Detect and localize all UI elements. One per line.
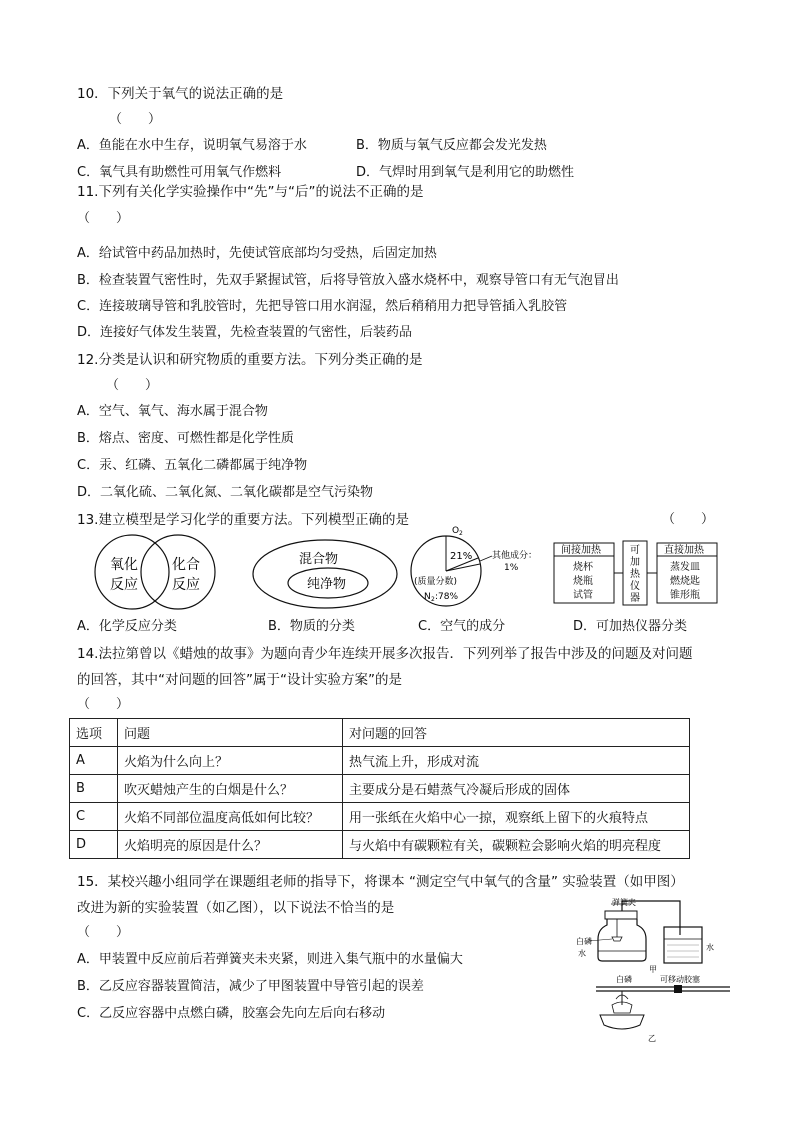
table-cell: 火焰明亮的原因是什么？ — [118, 831, 343, 859]
direct-item: 锥形瓶 — [670, 590, 700, 601]
pie-o2-percent: 21% — [450, 551, 473, 562]
pie-other-percent: 1% — [504, 563, 519, 573]
water-right-label: 水 — [706, 943, 714, 952]
q11-answer-paren: （ ） — [77, 211, 130, 226]
water-left-label: 水 — [578, 949, 586, 958]
q13-option-b: B．物质的分类 — [268, 619, 355, 634]
ellipse-inner-label: 纯净物 — [307, 577, 347, 592]
q11-stem: 11.下列有关化学实验操作中“先”与“后”的说法不正确的是 — [77, 184, 424, 200]
q15-stem-line1: 15．某校兴趣小组同学在课题组老师的指导下，将课本 “测定空气中氧气的含量” 实验装置（如甲图） — [77, 874, 684, 890]
table-cell: D — [70, 831, 118, 859]
venn-left-label-2: 反应 — [110, 577, 138, 593]
table-cell: A — [70, 747, 118, 775]
q12-option-c: C．汞、红磷、五氧化二磷都属于纯净物 — [77, 458, 308, 473]
q13-answer-paren: （ ） — [662, 512, 715, 527]
q10-option-c: C．氧气具有助燃性可用氧气作燃料 — [77, 165, 282, 180]
pie-n2-label: N — [424, 592, 431, 602]
figure-jia-label: 甲 — [649, 965, 657, 974]
table-cell: 主要成分是石蜡蒸气冷凝后形成的固体 — [343, 775, 690, 803]
venn-left-label-1: 氧化 — [110, 557, 138, 573]
movable-stopper-label: 可移动胶塞 — [660, 975, 700, 984]
ellipse-outer-label: 混合物 — [299, 552, 339, 567]
table-cell: 热气流上升，形成对流 — [343, 747, 690, 775]
indirect-item: 试管 — [573, 590, 593, 601]
q12-option-a: A．空气、氧气、海水属于混合物 — [77, 404, 268, 419]
q15-apparatus-figure — [560, 895, 732, 1045]
q15-stem-line2: 改进为新的实验装置（如乙图），以下说法不恰当的是 — [77, 900, 395, 916]
q12-answer-paren: （ ） — [106, 378, 159, 393]
q13-option-a: A．化学反应分类 — [77, 619, 177, 634]
q14-stem-line2: 的回答，其中“对问题的回答”属于“设计实验方案”的是 — [77, 672, 402, 688]
q10-option-d: D．气焊时用到氧气是利用它的助燃性 — [356, 165, 575, 180]
q10-stem: 10．下列关于氧气的说法正确的是 — [77, 86, 284, 102]
q14-answer-paren: （ ） — [77, 697, 130, 712]
q15-answer-paren: （ ） — [77, 925, 130, 940]
table-header-cell: 选项 — [70, 719, 118, 747]
table-row — [70, 747, 690, 775]
direct-item: 燃烧匙 — [670, 576, 700, 587]
center-char: 热 — [630, 569, 640, 580]
q11-option-d: D．连接好气体发生装置，先检查装置的气密性，后装药品 — [77, 325, 413, 340]
q14-stem-line1: 14.法拉第曾以《蜡烛的故事》为题向青少年连续开展多次报告．下列列举了报告中涉及的问题及对问题 — [77, 646, 693, 662]
venn-right-label-2: 反应 — [172, 577, 200, 593]
q15-option-c: C．乙反应容器中点燃白磷，胶塞会先向左后向右移动 — [77, 1006, 386, 1021]
q13-stem: 13.建立模型是学习化学的重要方法。下列模型正确的是 — [77, 512, 409, 528]
table-header-row — [70, 719, 690, 747]
pie-o2-label: O — [452, 526, 460, 536]
q12-option-d: D．二氧化硫、二氧化氮、二氧化碳都是空气污染物 — [77, 485, 374, 500]
table-cell: 与火焰中有碳颗粒有关，碳颗粒会影响火焰的明亮程度 — [343, 831, 690, 859]
svg-text:2: 2 — [459, 530, 463, 537]
figure-c-air-pie — [400, 526, 548, 610]
q15-option-b: B．乙反应容器装置简洁，减少了甲图装置中导管引起的误差 — [77, 979, 424, 994]
q12-option-b: B．熔点、密度、可燃性都是化学性质 — [77, 431, 294, 446]
table-header-cell: 对问题的回答 — [343, 719, 690, 747]
q11-option-c: C．连接玻璃导管和乳胶管时，先把导管口用水润湿，然后稍稍用力把导管插入乳胶管 — [77, 299, 568, 314]
white-phosphorus-label: 白磷 — [576, 937, 592, 946]
table-cell: 吹灭蜡烛产生的白烟是什么？ — [118, 775, 343, 803]
q13-option-d: D．可加热仪器分类 — [573, 619, 688, 634]
direct-item: 蒸发皿 — [670, 562, 700, 573]
table-row — [70, 803, 690, 831]
figure-yi-label: 乙 — [648, 1034, 656, 1043]
figure-d-heating-instruments — [553, 540, 723, 606]
q10-answer-paren: （ ） — [109, 112, 162, 127]
spring-clip-label: 弹簧夹 — [612, 898, 636, 907]
indirect-item: 烧瓶 — [573, 576, 593, 587]
white-phosphorus-label-2: 白磷 — [616, 975, 632, 984]
center-char: 器 — [630, 593, 640, 604]
table-cell: 火焰为什么向上？ — [118, 747, 343, 775]
venn-right-label-1: 化合 — [172, 557, 200, 573]
q15-option-a: A．甲装置中反应前后若弹簧夹未夹紧，则进入集气瓶中的水量偏大 — [77, 952, 463, 967]
table-cell: B — [70, 775, 118, 803]
q12-stem: 12.分类是认识和研究物质的重要方法。下列分类正确的是 — [77, 352, 423, 368]
q11-option-b: B．检查装置气密性时，先双手紧握试管，后将导管放入盛水烧杯中，观察导管口有无气泡冒出 — [77, 273, 619, 288]
center-char: 可 — [630, 545, 640, 556]
table-header-cell: 问题 — [118, 719, 343, 747]
q10-option-b: B．物质与氧气反应都会发光发热 — [356, 138, 547, 153]
center-char: 仪 — [630, 581, 640, 592]
q14-table — [69, 718, 690, 859]
figure-a-reaction-venn — [90, 532, 220, 612]
center-char: 加 — [630, 557, 640, 568]
q10-option-a: A．鱼能在水中生存，说明氧气易溶于水 — [77, 138, 307, 153]
table-cell: 用一张纸在火焰中心一掠，观察纸上留下的火痕特点 — [343, 803, 690, 831]
table-row — [70, 831, 690, 859]
svg-text:2: 2 — [431, 596, 435, 603]
pie-mass-fraction: (质量分数) — [414, 577, 458, 587]
indirect-item: 烧杯 — [573, 562, 593, 573]
figure-b-substance-ellipses — [250, 538, 400, 610]
direct-heating-title: 直接加热 — [664, 545, 704, 556]
q13-option-c: C．空气的成分 — [418, 619, 506, 634]
svg-text::78%: :78% — [435, 592, 459, 602]
table-row — [70, 775, 690, 803]
indirect-heating-title: 间接加热 — [561, 545, 601, 556]
q11-option-a: A．给试管中药品加热时，先使试管底部均匀受热，后固定加热 — [77, 246, 437, 261]
table-cell: 火焰不同部位温度高低如何比较？ — [118, 803, 343, 831]
pie-other-label: 其他成分： — [492, 551, 538, 561]
table-cell: C — [70, 803, 118, 831]
